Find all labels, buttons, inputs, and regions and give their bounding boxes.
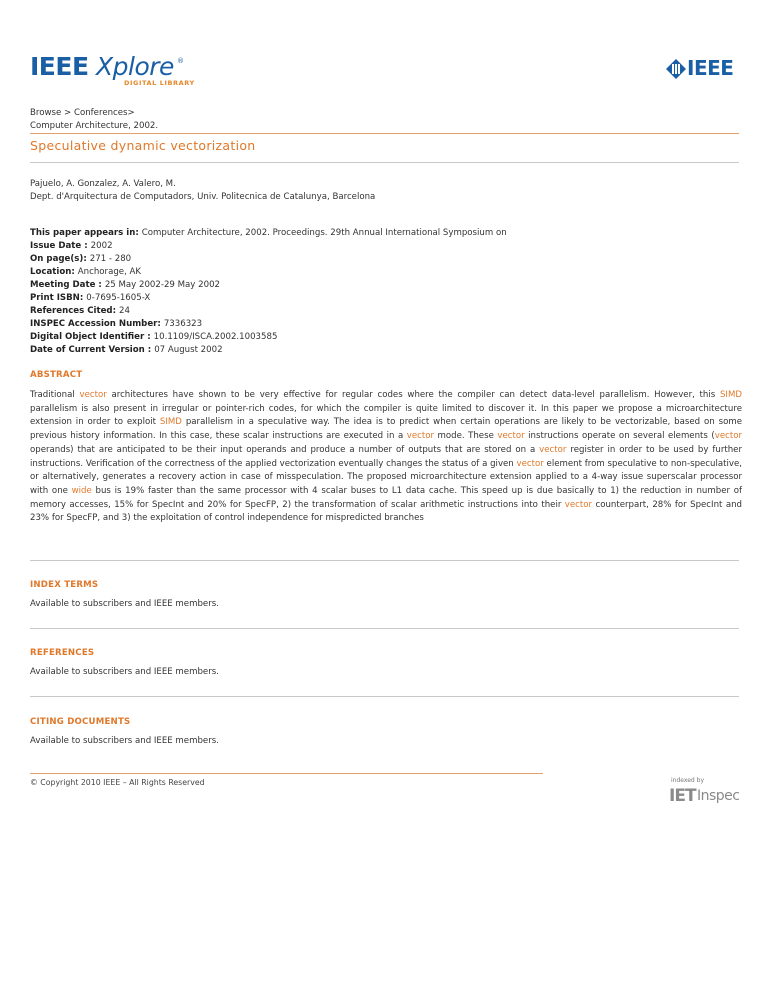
meta-row: This paper appears in: Computer Architecture, 2002. Proceedings. 29th Annual International Symposium on [30, 228, 507, 238]
citing-documents-heading[interactable]: CITING DOCUMENTS [30, 717, 131, 727]
citing-documents-text: Available to subscribers and IEEE members. [30, 736, 219, 746]
abstract-keyword[interactable]: SIMD [719, 390, 742, 400]
abstract-segment: element from speculative to non-speculative, or alternatively, generates a recovery action in case of misspeculation. The proposed microarchitecture extension applied to a 4-way issue superscalar processor with one [30, 458, 742, 496]
abstract-segment: mode. These [434, 431, 498, 442]
abstract-keyword[interactable]: wide [71, 485, 92, 496]
abstract-segment: architectures have shown to be very effective for regular codes where the compiler can detect data-level parallelism. However, this [106, 390, 720, 400]
abstract-keyword[interactable]: vector [714, 431, 743, 442]
abstract-keyword[interactable]: vector [406, 431, 434, 442]
meta-value[interactable]: Computer Architecture, 2002. Proceedings. 29th Annual International Symposium on [141, 228, 507, 238]
divider [30, 133, 739, 134]
breadcrumb-line1[interactable]: Browse > Conferences> [30, 108, 135, 118]
breadcrumb-line2[interactable]: Computer Architecture, 2002. [30, 121, 159, 131]
abstract-segment: counterpart, 28% for SpecInt and 23% for SpecFP, and 3) the exploitation of control independence for mispredicted branches [30, 499, 742, 524]
abstract-segment: bus is 19% faster than the same processor with 4 scalar buses to L1 data cache. This speed up is due basically to 1) the reduction in number of memory accesses, 15% for SpecInt and 20% for SpecFP, 2) the transformation of scalar arithmetic instructions into their [30, 485, 742, 510]
affiliation: Dept. d'Arquitectura de Computadors, Univ. Politecnica de Catalunya, Barcelona [30, 192, 376, 202]
logo-subtitle: DIGITAL LIBRARY [124, 79, 195, 87]
meta-row: Location: Anchorage, AK [30, 267, 142, 277]
meta-value[interactable]: 10.1109/ISCA.2002.1003585 [153, 332, 278, 342]
meta-row: INSPEC Accession Number: 7336323 [30, 319, 203, 329]
footer-divider [30, 773, 543, 774]
iet-inspec-logo[interactable] [669, 777, 741, 807]
references-text: Available to subscribers and IEEE members. [30, 667, 219, 677]
ieee-brand-logo[interactable] [666, 58, 740, 80]
meta-value: 25 May 2002-29 May 2002 [104, 280, 221, 290]
abstract-segment: operands) that are anticipated to be their input operands and produce a number of outputs that are stored on a [30, 444, 540, 455]
index-terms-heading[interactable]: INDEX TERMS [30, 580, 99, 590]
meta-row: Print ISBN: 0-7695-1605-X [30, 293, 151, 303]
abstract-keyword[interactable]: SIMD [159, 417, 182, 428]
abstract-keyword[interactable]: vector [539, 444, 567, 455]
indexed-by-label: indexed by [671, 777, 704, 784]
meta-row: On page(s): 271 - 280 [30, 254, 132, 264]
abstract-keyword[interactable]: vector [497, 431, 525, 442]
meta-value: 2002 [90, 241, 113, 251]
divider [30, 628, 739, 629]
logo-ieee-text: IEEE [30, 52, 89, 81]
abstract-segment: register in order to be used by further instructions. Verification of the correctness of the applied vectorization eventually changes the status of a given [30, 444, 742, 469]
ieee-xplore-logo[interactable] [30, 52, 220, 88]
meta-row: Meeting Date : 25 May 2002-29 May 2002 [30, 280, 221, 290]
meta-value: 271 - 280 [89, 254, 132, 264]
abstract-keyword[interactable]: vector [564, 499, 593, 510]
page-title: Speculative dynamic vectorization [30, 138, 256, 153]
ieee-diamond-icon [666, 59, 686, 79]
divider [30, 696, 739, 697]
meta-row: Digital Object Identifier : 10.1109/ISCA.2002.1003585 [30, 332, 278, 342]
logo-xplore-text: Xplore [96, 52, 174, 81]
divider [30, 162, 739, 163]
meta-value: 07 August 2002 [154, 345, 223, 355]
meta-row: Issue Date : 2002 [30, 241, 113, 251]
meta-value: Anchorage, AK [77, 267, 142, 277]
meta-value: 0-7695-1605-X [86, 293, 151, 303]
abstract-keyword[interactable]: vector [516, 458, 544, 469]
authors[interactable]: Pajuelo, A. Gonzalez, A. Valero, M. [30, 179, 176, 189]
copyright-text: © Copyright 2010 IEEE – All Rights Reserved [30, 778, 205, 787]
abstract-segment: parallelism in a speculative way. The idea is to predict when certain operations are likely to be vectorizable, based on some previous history information. In this case, these scalar instructions are executed in a [30, 417, 742, 442]
abstract-segment: Traditional [30, 390, 80, 400]
abstract-segment: parallelism is also present in irregular or pointer-rich codes, for which the compiler is quite limited to discover it. In this paper we propose a microarchitecture extension in order to exploit [30, 403, 742, 428]
abstract-keyword[interactable]: vector [79, 390, 107, 400]
divider [30, 560, 739, 561]
abstract-heading: ABSTRACT [30, 370, 83, 380]
registered-mark: ® [177, 57, 184, 65]
inspec-text: Inspec [697, 788, 740, 804]
references-heading[interactable]: REFERENCES [30, 648, 95, 658]
abstract-text [30, 389, 742, 526]
meta-row: References Cited: 24 [30, 306, 130, 316]
meta-row: Date of Current Version : 07 August 2002 [30, 345, 223, 355]
iet-text: IET [669, 786, 696, 806]
meta-value: 7336323 [163, 319, 203, 329]
meta-value: 24 [119, 306, 130, 316]
ieee-brand-text: IEEE [687, 56, 734, 80]
abstract-segment: instructions operate on several elements ( [524, 431, 715, 442]
index-terms-text: Available to subscribers and IEEE members. [30, 599, 219, 609]
